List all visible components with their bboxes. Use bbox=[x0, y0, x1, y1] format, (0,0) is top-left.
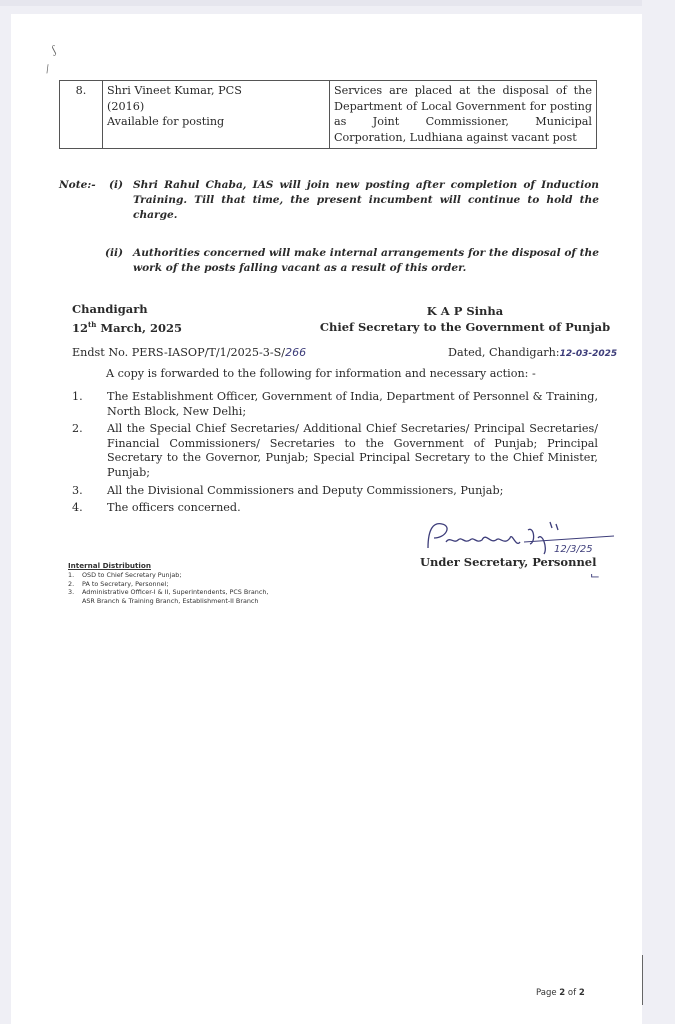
of-label: of bbox=[567, 988, 577, 998]
list-number: 4. bbox=[72, 501, 83, 515]
remarks-line: Department of Local Government for posting bbox=[334, 99, 592, 113]
place-date-block bbox=[72, 302, 182, 336]
dated-label: Dated, Chandigarh: bbox=[448, 346, 560, 359]
list-item bbox=[68, 571, 268, 579]
list-item bbox=[72, 501, 598, 516]
list-text: PA to Secretary, Personnel; bbox=[82, 579, 169, 588]
page-current: 2 bbox=[559, 988, 566, 998]
list-number: 2. bbox=[72, 422, 83, 436]
list-number: 1. bbox=[68, 571, 75, 580]
note-text: Shri Rahul Chaba, IAS will join new posting after completion of Induction Training. Till that time, the present incumbent will continue to hold the charge. bbox=[133, 179, 599, 222]
remarks-line: Services are placed at the disposal of the bbox=[334, 84, 592, 97]
handwritten-date: 12-03-2025 bbox=[559, 349, 618, 359]
internal-distribution-title: Internal Distribution bbox=[68, 561, 151, 570]
note-label: Note:- bbox=[59, 179, 96, 191]
signatory-designation: Chief Secretary to the Government of Punjab bbox=[319, 320, 611, 334]
list-text: The Establishment Officer, Government of India, Department of Personnel & Training, North Block, New Delhi; bbox=[107, 390, 598, 418]
note-item bbox=[109, 178, 599, 224]
date-day: 12 bbox=[72, 320, 89, 335]
note-number: (i) bbox=[109, 179, 124, 191]
remarks-line: Corporation, Ludhiana against vacant post bbox=[334, 130, 577, 144]
page-number bbox=[536, 988, 585, 998]
stray-pen-mark: ʃ bbox=[50, 45, 59, 56]
list-number: 1. bbox=[72, 390, 83, 403]
page-label: Page bbox=[536, 988, 557, 998]
officer-name: Shri Vineet Kumar, PCS bbox=[107, 84, 242, 97]
officer-status: Available for posting bbox=[107, 115, 225, 128]
internal-distribution bbox=[68, 562, 268, 605]
signatory-name: K A P Sinha bbox=[426, 304, 504, 318]
copy-forwarded-line: A copy is forwarded to the following for information and necessary action: - bbox=[106, 367, 536, 380]
posting-table bbox=[59, 80, 597, 149]
handwritten-signature bbox=[424, 518, 624, 558]
list-item bbox=[68, 588, 268, 596]
note-number: (ii) bbox=[105, 247, 124, 259]
list-item bbox=[72, 422, 598, 480]
distribution-list bbox=[72, 390, 598, 519]
date-rest: March, 2025 bbox=[96, 320, 182, 335]
list-item bbox=[72, 484, 598, 499]
endorsement-date bbox=[448, 346, 617, 359]
signatory-block bbox=[300, 303, 630, 335]
handwritten-number: 266 bbox=[285, 346, 307, 359]
page-total: 2 bbox=[578, 988, 585, 998]
list-number: 3. bbox=[68, 588, 75, 597]
remarks-line: as Joint Commissioner, Municipal bbox=[334, 115, 592, 128]
list-item bbox=[68, 580, 268, 588]
order-date bbox=[72, 317, 182, 336]
list-text: ASR Branch & Training Branch, Establishment-II Branch bbox=[82, 596, 259, 605]
note-text: Authorities concerned will make internal arrangements for the disposal of the work of the posts falling vacant as a result of this order. bbox=[133, 247, 599, 275]
list-text: Administrative Officer-I & II, Superintendents, PCS Branch, bbox=[82, 588, 269, 597]
endorsement-prefix: Endst No. PERS-IASOP/T/1/2025-3-S/ bbox=[72, 346, 286, 359]
list-item-continuation bbox=[68, 597, 268, 605]
posting-remarks-cell bbox=[330, 81, 597, 149]
signature-date: 12/3/25 bbox=[554, 544, 593, 555]
officer-batch: (2016) bbox=[107, 99, 145, 113]
list-text: The officers concerned. bbox=[107, 501, 241, 515]
list-text: All the Divisional Commissioners and Deputy Commissioners, Punjab; bbox=[107, 483, 504, 497]
initial-mark: ⌙ bbox=[590, 568, 601, 582]
note-item bbox=[105, 246, 599, 276]
place: Chandigarh bbox=[72, 302, 148, 316]
list-number: 2. bbox=[68, 579, 75, 588]
viewer-top-bar bbox=[0, 0, 642, 6]
list-item bbox=[72, 390, 598, 419]
list-number: 3. bbox=[72, 483, 83, 497]
table-row bbox=[60, 81, 597, 149]
officer-name-cell bbox=[103, 81, 330, 149]
under-secretary-designation: Under Secretary, Personnel bbox=[420, 555, 597, 569]
endorsement-number bbox=[72, 346, 306, 359]
date-suffix: th bbox=[88, 320, 97, 329]
list-text: All the Special Chief Secretaries/ Additional Chief Secretaries/ Principal Secretaries/ Financial Commissioners/ Secretaries to the Government of Punjab; Principal Secretary to the Governor, Punjab; Special Principal Secretary to the Chief Minister, Punjab; bbox=[107, 422, 598, 479]
stray-pen-mark: / bbox=[44, 63, 52, 76]
list-text: OSD to Chief Secretary Punjab; bbox=[82, 571, 182, 580]
serial-number-cell: 8. bbox=[60, 81, 103, 149]
page-edge-line bbox=[642, 955, 643, 1005]
